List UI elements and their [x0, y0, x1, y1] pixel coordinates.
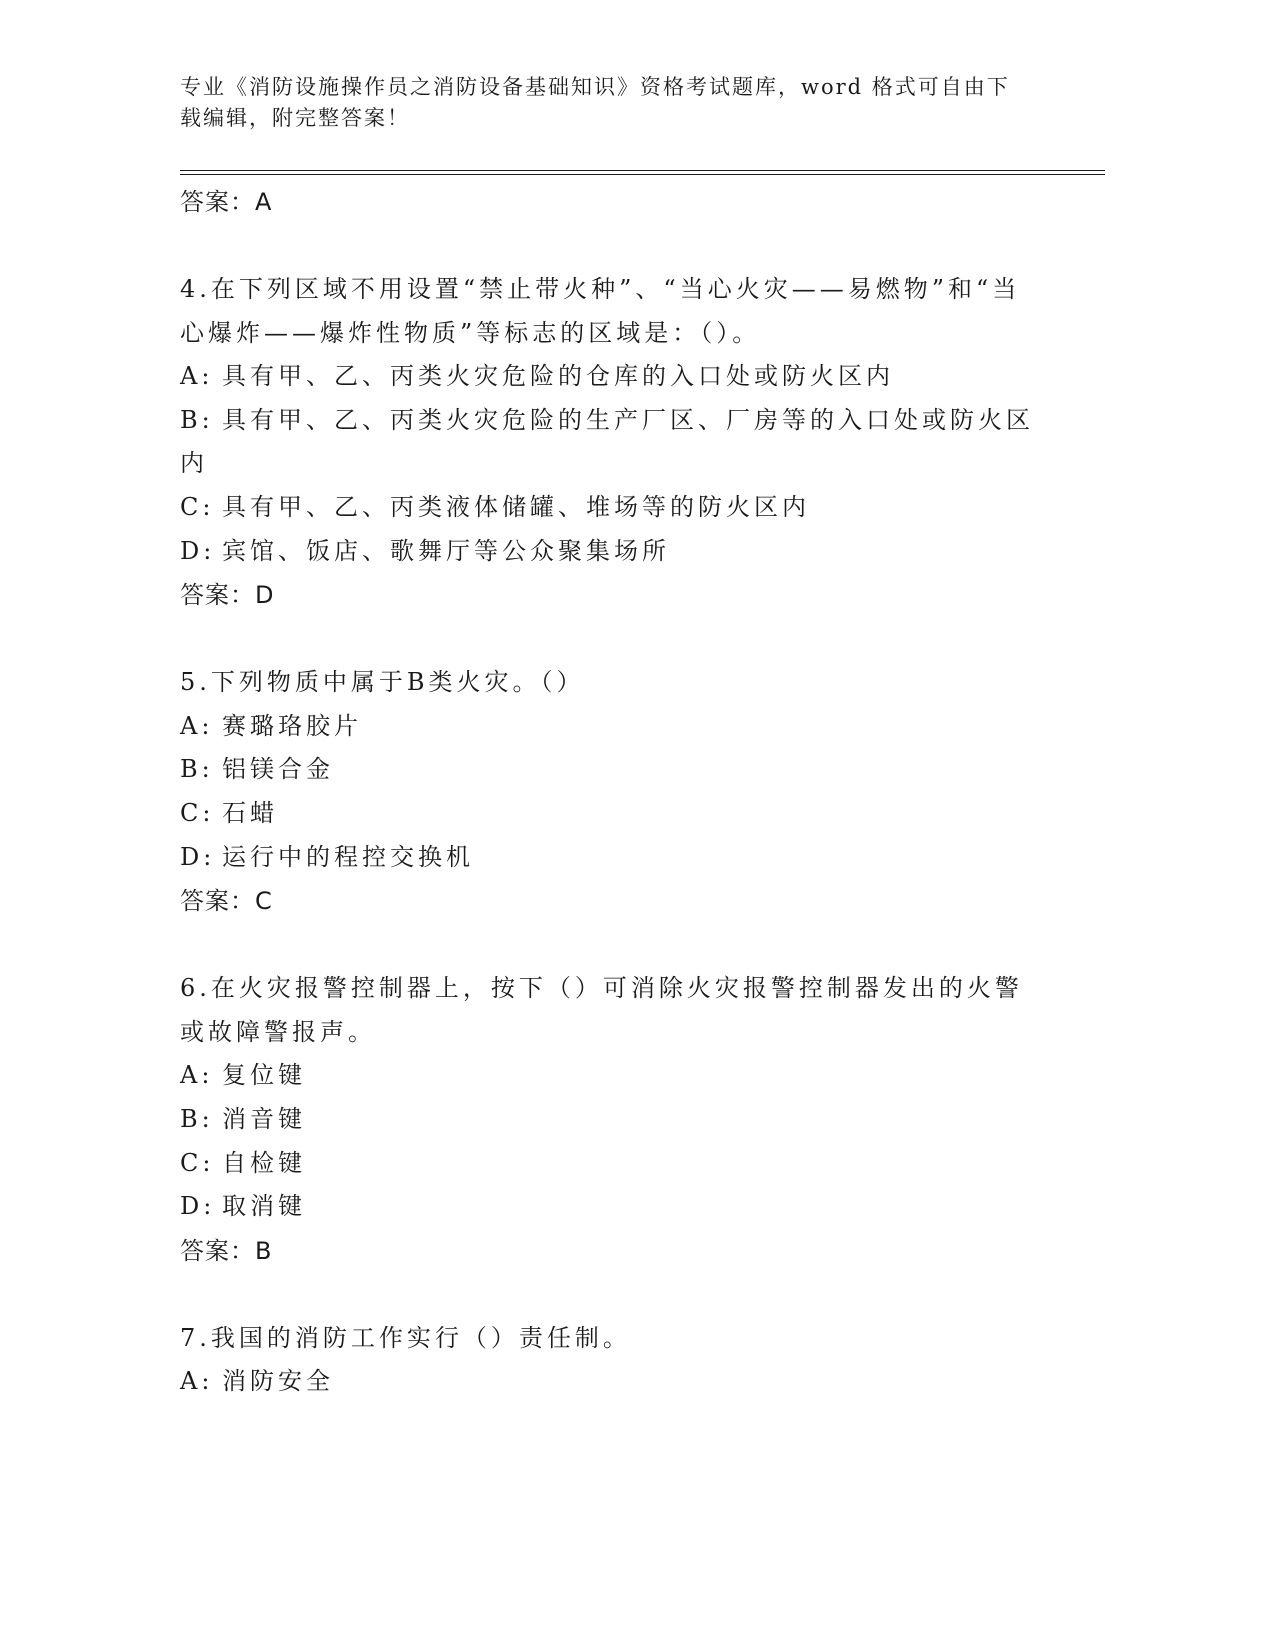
question-text: 7.我国的消防工作实行（）责任制。 — [180, 1323, 631, 1352]
option-letter: D: — [180, 536, 216, 565]
answer-line: 答案：D — [180, 581, 275, 610]
header-divider-bottom — [180, 174, 1105, 175]
option-text: 具有甲、乙、丙类火灾危险的仓库的入口处或防火区内 — [222, 362, 894, 391]
header-line-2: 载编辑，附完整答案！ — [180, 106, 410, 130]
option-text: 赛璐珞胶片 — [222, 711, 362, 740]
option-row — [180, 836, 1040, 880]
option-row — [180, 1054, 1040, 1098]
option-letter: C: — [180, 1148, 215, 1177]
option-row — [180, 355, 1040, 399]
option-letter: B: — [180, 1104, 214, 1133]
answer-line: 答案：C — [180, 887, 273, 916]
option-row — [180, 1360, 1040, 1404]
option-text: 自检键 — [222, 1148, 306, 1177]
option-row — [180, 530, 1040, 574]
option-letter: D: — [180, 842, 216, 871]
option-letter: C: — [180, 798, 215, 827]
option-text: 宾馆、饭店、歌舞厅等公众聚集场所 — [222, 536, 670, 565]
header-divider-top — [180, 170, 1105, 171]
option-text: 取消键 — [222, 1192, 306, 1221]
question-item — [180, 967, 1040, 1273]
option-letter: A: — [180, 1061, 214, 1090]
option-letter: D: — [180, 1192, 216, 1221]
option-text: 消防安全 — [222, 1367, 334, 1396]
option-text: 运行中的程控交换机 — [222, 842, 474, 871]
answer-line: 答案：A — [180, 188, 273, 216]
question-text: 6.在火灾报警控制器上，按下（）可消除火灾报警控制器发出的火警或故障警报声。 — [180, 974, 1023, 1046]
option-text: 具有甲、乙、丙类火灾危险的生产厂区、厂房等的入口处或防火区内 — [180, 405, 1034, 478]
question-text: 5.下列物质中属于B类火灾。（） — [180, 668, 585, 697]
document-header — [180, 72, 1040, 134]
option-row — [180, 1142, 1040, 1186]
answer-line: 答案：B — [180, 1236, 273, 1265]
option-letter: C: — [180, 492, 215, 521]
option-letter: A: — [180, 1367, 214, 1396]
option-row — [180, 1185, 1040, 1229]
question-item — [180, 268, 1040, 617]
question-item — [180, 1317, 1040, 1404]
option-letter: B: — [180, 755, 214, 784]
option-text: 具有甲、乙、丙类液体储罐、堆场等的防火区内 — [222, 492, 810, 521]
option-letter: A: — [180, 362, 214, 391]
option-text: 消音键 — [222, 1104, 306, 1133]
option-row — [180, 486, 1040, 530]
option-text: 铝镁合金 — [222, 755, 334, 784]
option-letter: A: — [180, 711, 214, 740]
option-text: 石蜡 — [222, 798, 278, 827]
question-item — [180, 661, 1040, 923]
option-row — [180, 792, 1040, 836]
option-row — [180, 1098, 1040, 1142]
option-letter: B: — [180, 405, 214, 434]
option-row — [180, 705, 1040, 749]
option-row — [180, 748, 1040, 792]
option-row — [180, 399, 1040, 486]
question-text: 4.在下列区域不用设置“禁止带火种”、“当心火灾——易燃物”和“当心爆炸——爆炸性物质”等标志的区域是：（）。 — [180, 275, 1021, 347]
option-text: 复位键 — [222, 1061, 306, 1090]
header-line-1: 专业《消防设施操作员之消防设备基础知识》资格考试题库，word 格式可自由下 — [180, 75, 1010, 99]
document-body — [180, 180, 1040, 1404]
